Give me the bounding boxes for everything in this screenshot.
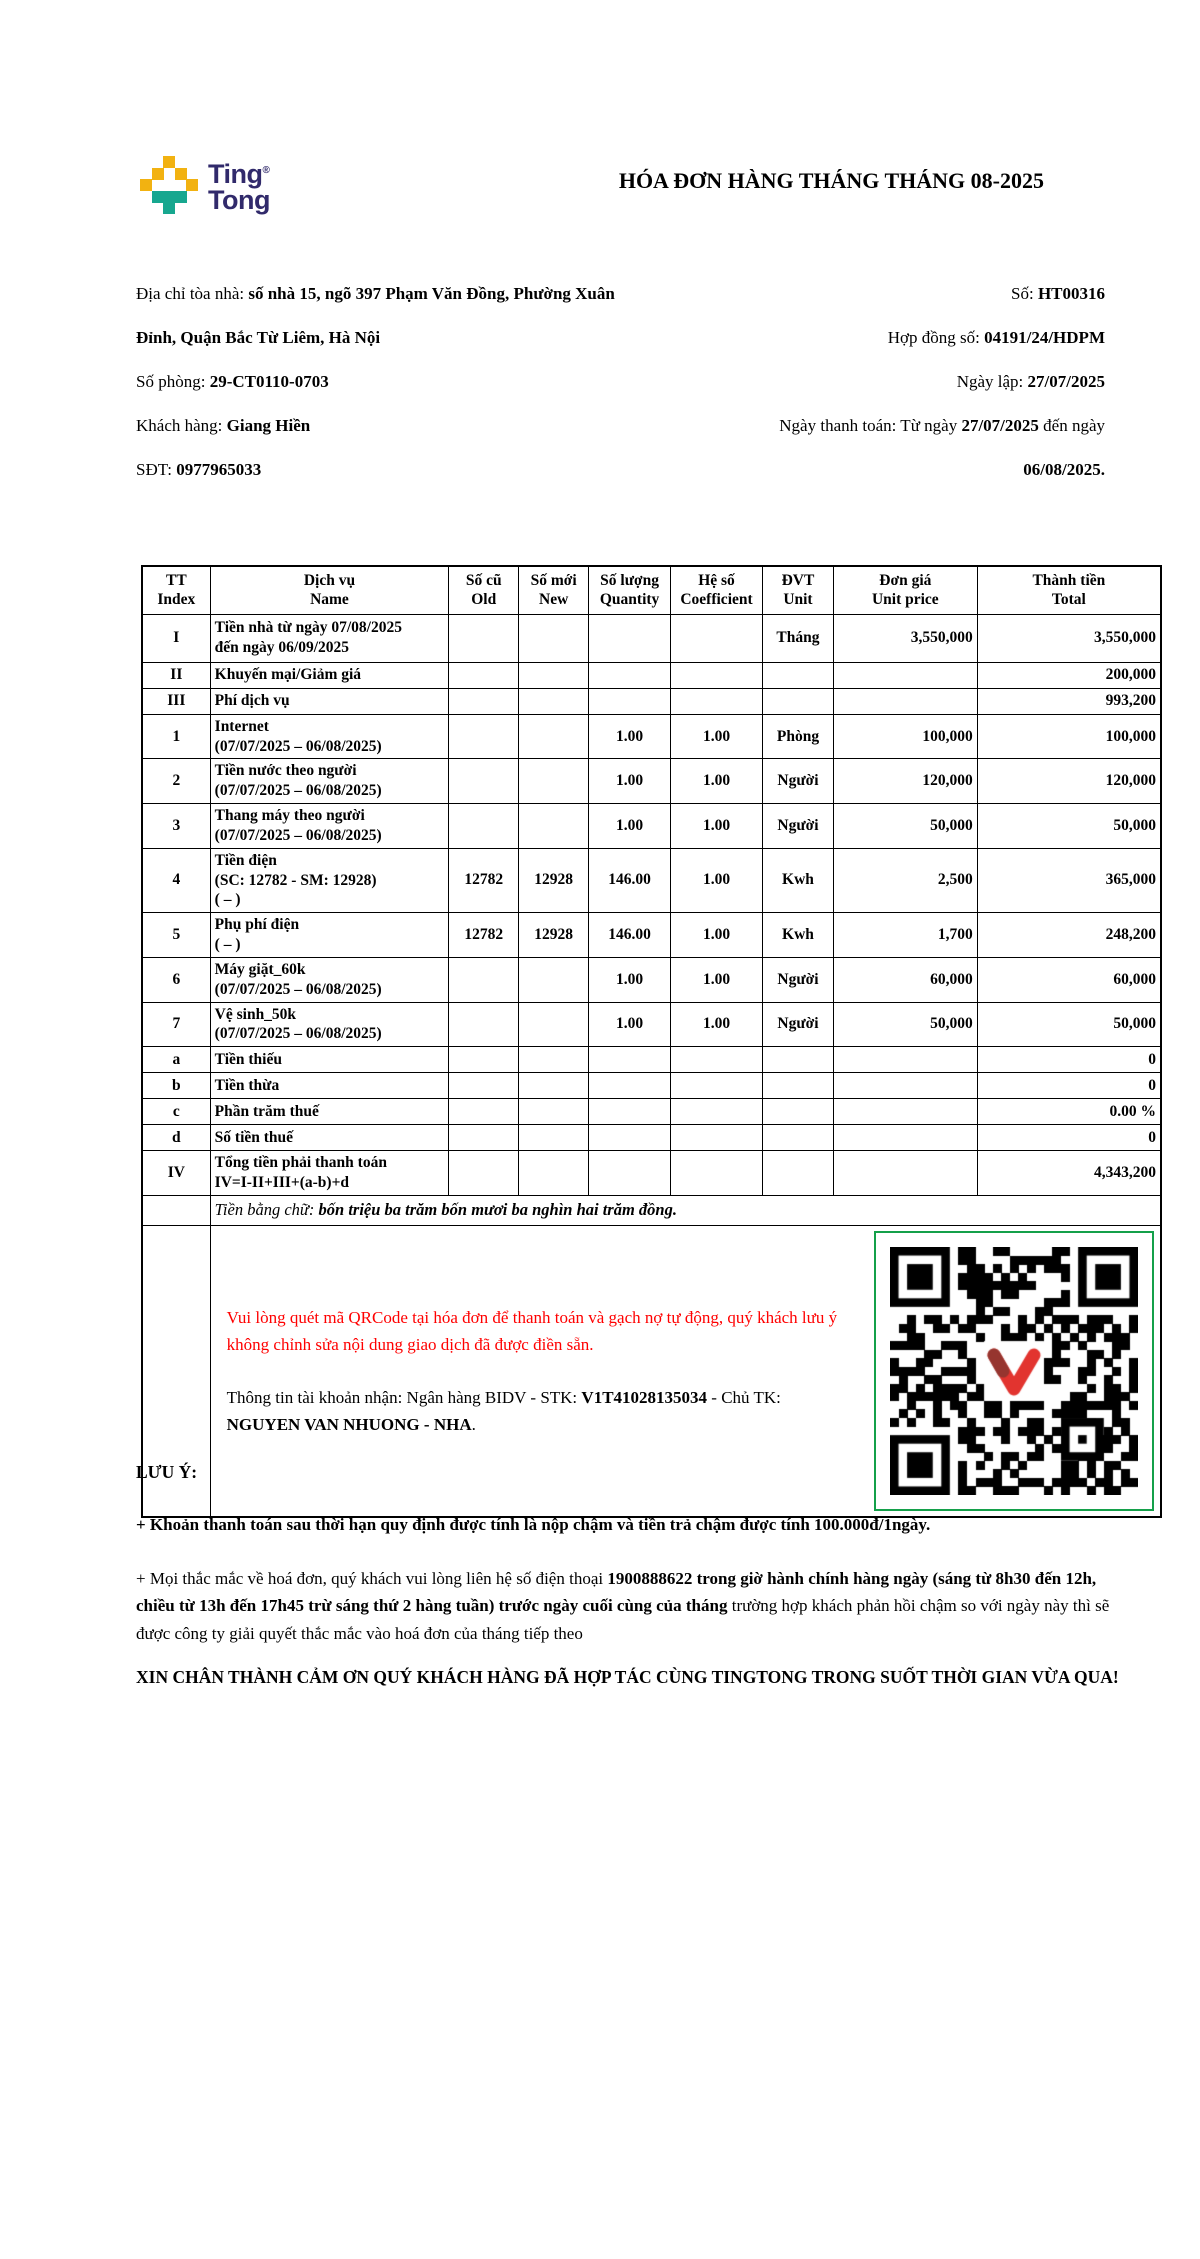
note-late-payment: + Khoản thanh toán sau thời hạn quy định được tính là nộp chậm và tiền trả chậm được tính 100.000đ/1ngày. [136,1515,931,1534]
notes-heading: LƯU Ý: [136,1462,198,1482]
issue-date-label: Ngày lập: [956,372,1028,391]
amount-in-words-row [142,1195,1161,1225]
table-row: 3 Thang máy theo người (07/07/2025 – 06/08/2025) 1.00 1.00 Người 50,000 50,000 [142,804,1161,849]
contract-number-value: 04191/24/HDPM [984,328,1105,347]
qr-code [890,1247,1138,1495]
brand-line2: Tong [208,184,270,215]
note-hotline-bold: 1900888622 trong giờ hành chính hàng ngày (sáng từ 8h30 đến 12h, chiều từ 13h đến 17h45 trừ sáng thứ 2 hàng tuần) trước ngày cuối cùng của tháng [136,1568,1097,1616]
table-row: III Phí dịch vụ 993,200 [142,688,1161,714]
payment-period-label: Ngày thanh toán: Từ ngày [779,416,962,435]
footer-notes [136,1462,1136,1691]
amount-in-words-value: bốn triệu ba trăm bốn mươi ba nghìn hai trăm đồng. [318,1200,677,1220]
customer-phone-value: 0977965033 [176,460,262,479]
payment-from-date: 27/07/2025 [961,416,1039,435]
table-header-row [142,566,1161,614]
invoice-table [141,565,1162,1518]
table-row: a Tiền thiếu 0 [142,1047,1161,1073]
room-number-value: 29-CT0110-0703 [209,372,329,391]
invoice-number-value: HT00316 [1037,284,1105,303]
payment-period [705,404,1105,492]
note-hotline [136,1565,1136,1648]
col-header-name: Dịch vụ Name [210,566,449,614]
bank-account-suffix: . [471,1415,476,1435]
col-header-total: Thành tiền Total [977,566,1161,614]
payment-instructions [215,1304,840,1439]
brand-line1: Ting [208,158,263,189]
customer-phone-label: SĐT: [136,460,177,479]
col-header-new: Số mới New [519,566,589,614]
table-row: c Phần trăm thuế 0.00 % [142,1099,1161,1125]
amount-in-words-label: Tiền bằng chữ: [214,1200,319,1220]
building-address-label: Địa chỉ tòa nhà: [136,284,249,303]
payment-to-date: 06/08/2025. [1023,460,1105,479]
building-address [136,272,621,360]
table-row-grand-total: IV Tổng tiền phải thanh toán IV=I-II+III+(a-b)+d 4,343,200 [142,1151,1161,1196]
thank-you-message: XIN CHÂN THÀNH CẢM ƠN QUÝ KHÁCH HÀNG ĐÃ HỢP TÁC CÙNG TINGTONG TRONG SUỐT THỜI GIAN VỪA QUA! [136,1667,1119,1688]
invoice-number-label: Số: [1011,284,1038,303]
table-row: d Số tiền thuế 0 [142,1125,1161,1151]
table-row: 5 Phụ phí điện ( – ) 12782 12928 146.00 1.00 Kwh 1,700 248,200 [142,913,1161,958]
tingtong-pixel-arrow-icon [140,156,198,214]
col-header-old: Số cũ Old [449,566,519,614]
building-address-value: số nhà 15, ngõ 397 Phạm Văn Đồng, Phường Xuân Đỉnh, Quận Bắc Từ Liêm, Hà Nội [136,284,615,347]
tingtong-logo [140,156,270,214]
brand-wordmark [208,158,270,213]
registered-mark: ® [262,164,270,176]
table-row: I Tiền nhà từ ngày 07/08/2025 đến ngày 06/09/2025 Tháng 3,550,000 3,550,000 [142,614,1161,662]
invoice-meta-block [705,272,1105,492]
bank-account-label: Thông tin tài khoản nhận: Ngân hàng BIDV - STK: [226,1388,582,1408]
table-row: b Tiền thừa 0 [142,1073,1161,1099]
customer-name [136,404,621,448]
table-row: II Khuyến mại/Giảm giá 200,000 [142,662,1161,688]
payment-period-mid: đến ngày [1038,416,1105,435]
table-row: 4 Tiền điện (SC: 12782 - SM: 12928) ( – ) 12782 12928 146.00 1.00 Kwh 2,500 365,000 [142,848,1161,912]
col-header-unit-price: Đơn giá Unit price [833,566,977,614]
table-row: 6 Máy giặt_60k (07/07/2025 – 06/08/2025) 1.00 1.00 Người 60,000 60,000 [142,957,1161,1002]
room-number [136,360,621,404]
customer-name-label: Khách hàng: [136,416,227,435]
table-row: 1 Internet (07/07/2025 – 06/08/2025) 1.00 1.00 Phòng 100,000 100,000 [142,714,1161,759]
issue-date-value: 27/07/2025 [1027,372,1105,391]
invoice-title: HÓA ĐƠN HÀNG THÁNG THÁNG 08-2025 [618,168,1044,193]
customer-info-block [136,272,621,492]
note-hotline-prefix: + Mọi thắc mắc về hoá đơn, quý khách vui lòng liên hệ số điện thoại [136,1568,608,1588]
bank-account-number: V1T41028135034 [581,1388,708,1408]
customer-name-value: Giang Hiền [226,416,311,435]
note-hotline-suffix: trường hợp khách phản hồi chậm so với ngày này thì sẽ được công ty giải quyết thắc mắc vào hoá đơn của tháng tiếp theo [136,1596,1110,1643]
amount-in-words [210,1195,1161,1225]
contract-number [705,316,1105,360]
qr-warning-text: Vui lòng quét mã QRCode tại hóa đơn để thanh toán và gạch nợ tự động, quý khách lưu ý không chỉnh sửa nội dung giao dịch đã được điền sẵn. [226,1307,838,1354]
room-number-label: Số phòng: [136,372,210,391]
customer-phone [136,448,621,492]
col-header-quantity: Số lượng Quantity [589,566,671,614]
bank-account-holder: NGUYEN VAN NHUONG - NHA [226,1415,472,1435]
col-header-unit: ĐVT Unit [763,566,834,614]
col-header-coefficient: Hệ số Coefficient [671,566,763,614]
invoice-number [705,272,1105,316]
table-row: 2 Tiền nước theo người (07/07/2025 – 06/08/2025) 1.00 1.00 Người 120,000 120,000 [142,759,1161,804]
bank-account-info [227,1384,840,1438]
issue-date [705,360,1105,404]
col-header-index: TT Index [142,566,210,614]
contract-number-label: Hợp đồng số: [887,328,985,347]
bank-account-mid: - Chủ TK: [707,1388,781,1408]
empty-cell [142,1195,210,1225]
table-row: 7 Vệ sinh_50k (07/07/2025 – 06/08/2025) 1.00 1.00 Người 50,000 50,000 [142,1002,1161,1047]
